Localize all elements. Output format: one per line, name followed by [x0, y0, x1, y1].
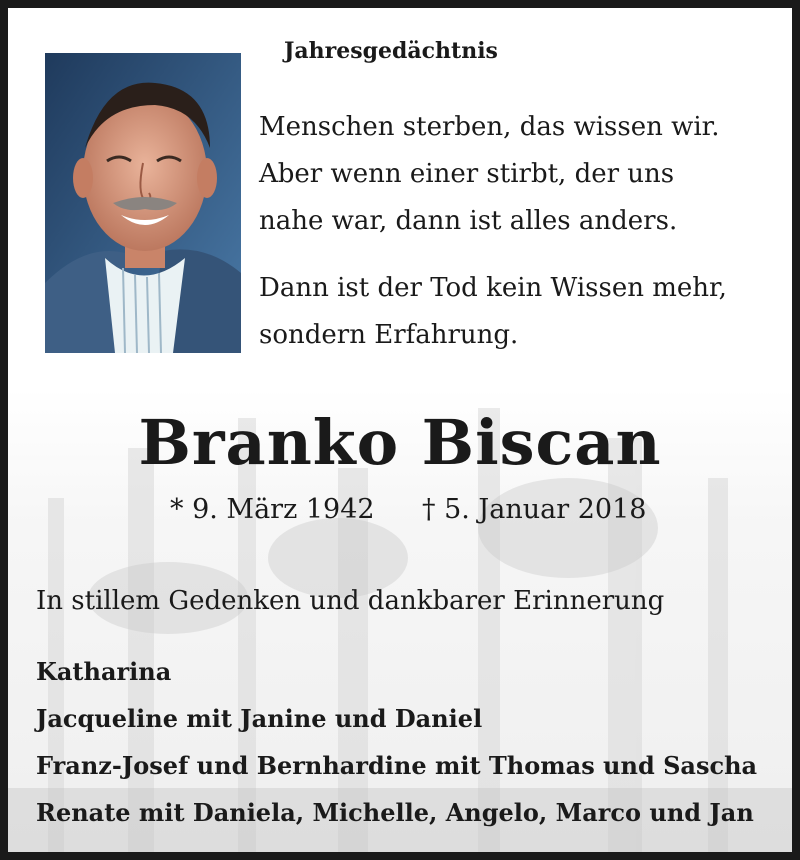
portrait-photo — [45, 53, 241, 353]
family-list — [36, 648, 757, 836]
poem-line: Dann ist der Tod kein Wissen mehr, — [259, 273, 727, 303]
poem-line: sondern Erfahrung. — [259, 320, 519, 350]
family-member: Katharina — [36, 657, 172, 686]
poem — [259, 104, 789, 379]
poem-stanza-2 — [259, 265, 789, 359]
family-member: Franz-Josef und Bernhardine mit Thomas und Sascha — [36, 751, 758, 780]
tribute-line: In stillem Gedenken und dankbarer Erinnerung — [36, 586, 665, 616]
death-date: † 5. Januar 2018 — [422, 494, 647, 525]
family-member: Jacqueline mit Janine und Daniel — [36, 704, 483, 733]
poem-line: Aber wenn einer stirbt, der uns — [259, 159, 675, 189]
family-member: Renate mit Daniela, Michelle, Angelo, Marco und Jan — [36, 798, 754, 827]
poem-stanza-1 — [259, 104, 789, 245]
deceased-name: Branko Biscan — [138, 406, 662, 479]
birth-date: * 9. März 1942 — [170, 494, 375, 525]
notice-heading: Jahresgedächtnis — [284, 38, 498, 64]
poem-line: Menschen sterben, das wissen wir. — [259, 112, 720, 142]
poem-line: nahe war, dann ist alles anders. — [259, 206, 678, 236]
